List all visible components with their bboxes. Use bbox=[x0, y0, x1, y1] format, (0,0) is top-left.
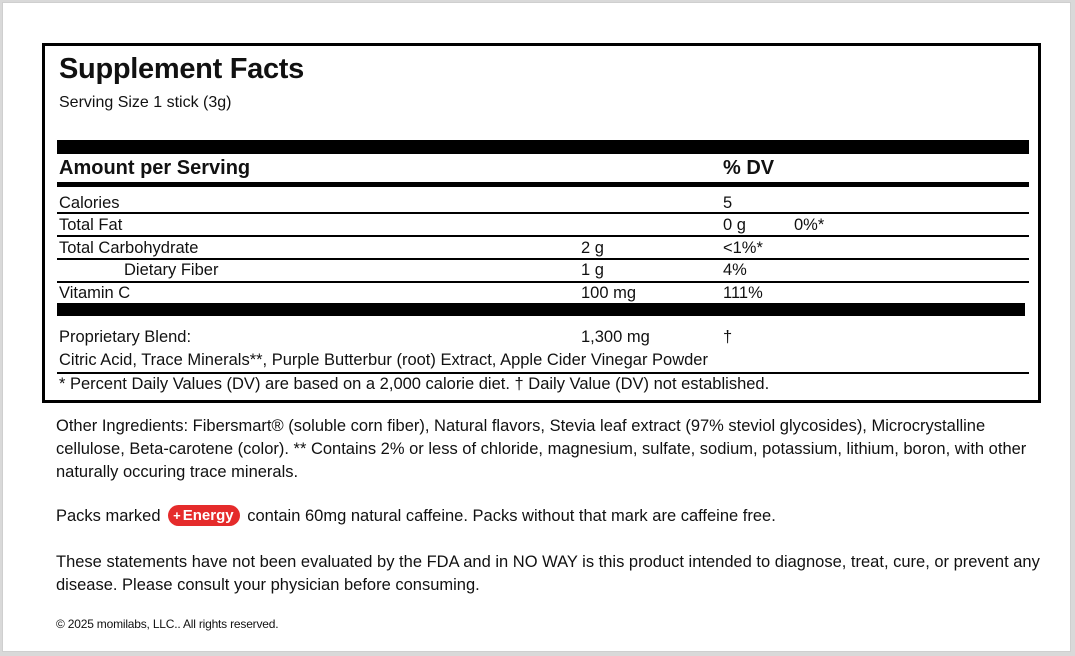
row-total-carb-dv: <1%* bbox=[723, 239, 763, 257]
row-dietary-fiber-dv: 4% bbox=[723, 261, 747, 279]
row-dietary-fiber-name: Dietary Fiber bbox=[124, 261, 219, 279]
row-calories-dv: 5 bbox=[723, 194, 733, 212]
dv-footnote: * Percent Daily Values (DV) are based on a 2,000 calorie diet. † Daily Value (DV) not established. bbox=[59, 375, 770, 393]
energy-note-before: Packs marked bbox=[56, 507, 161, 525]
blend-ingredients: Citric Acid, Trace Minerals**, Purple Butterbur (root) Extract, Apple Cider Vinegar Powder bbox=[59, 351, 708, 369]
facts-title: Supplement Facts bbox=[59, 53, 304, 85]
serving-size: Serving Size 1 stick (3g) bbox=[59, 94, 232, 111]
row-divider bbox=[57, 235, 1029, 237]
thick-bar-top bbox=[57, 140, 1029, 154]
blend-dv: † bbox=[723, 328, 733, 346]
row-total-carb-amount: 2 g bbox=[581, 239, 604, 257]
dv-header: % DV bbox=[723, 157, 775, 179]
row-vitamin-c-amount: 100 mg bbox=[581, 284, 637, 302]
row-total-fat-extra: 0%* bbox=[794, 216, 825, 234]
row-total-carb-name: Total Carbohydrate bbox=[59, 239, 199, 257]
energy-badge-label: Energy bbox=[182, 507, 234, 524]
row-dietary-fiber-amount: 1 g bbox=[581, 261, 604, 279]
row-vitamin-c-dv: 111% bbox=[723, 284, 763, 302]
energy-note-after: contain 60mg natural caffeine. Packs without that mark are caffeine free. bbox=[247, 507, 776, 525]
medium-bar bbox=[57, 182, 1029, 187]
thick-bar-middle bbox=[57, 303, 1025, 316]
amount-per-serving-header: Amount per Serving bbox=[59, 157, 251, 179]
energy-badge bbox=[168, 505, 239, 526]
row-total-fat-name: Total Fat bbox=[59, 216, 123, 234]
copyright: © 2025 momilabs, LLC.. All rights reserved. bbox=[56, 617, 279, 631]
energy-note bbox=[56, 505, 1046, 528]
row-total-fat-dv: 0 g bbox=[723, 216, 746, 234]
blend-name: Proprietary Blend: bbox=[59, 328, 192, 346]
row-divider bbox=[57, 212, 1029, 214]
label-card bbox=[2, 2, 1071, 652]
supplement-facts-panel bbox=[42, 43, 1041, 403]
row-calories-name: Calories bbox=[59, 194, 120, 212]
blend-amount: 1,300 mg bbox=[581, 328, 650, 346]
row-vitamin-c-name: Vitamin C bbox=[59, 284, 131, 302]
other-ingredients-text: Other Ingredients: Fibersmart® (soluble corn fiber), Natural flavors, Stevia leaf extract (97% steviol glycosides), Microcrystalline cellulose, Beta-carotene (color). ** Contains 2% or less of chloride, magnesium, sulfate, sodium, potassium, lithium, boron, with other naturally occuring trace minerals. bbox=[56, 417, 1027, 481]
fda-disclaimer-text: These statements have not been evaluated by the FDA and in NO WAY is this product intended to diagnose, treat, cure, or prevent any disease. Please consult your physician before consuming. bbox=[56, 553, 1040, 594]
other-ingredients bbox=[56, 415, 1046, 484]
plus-icon: + bbox=[173, 508, 181, 523]
row-divider bbox=[57, 281, 1029, 283]
fda-disclaimer bbox=[56, 551, 1046, 597]
